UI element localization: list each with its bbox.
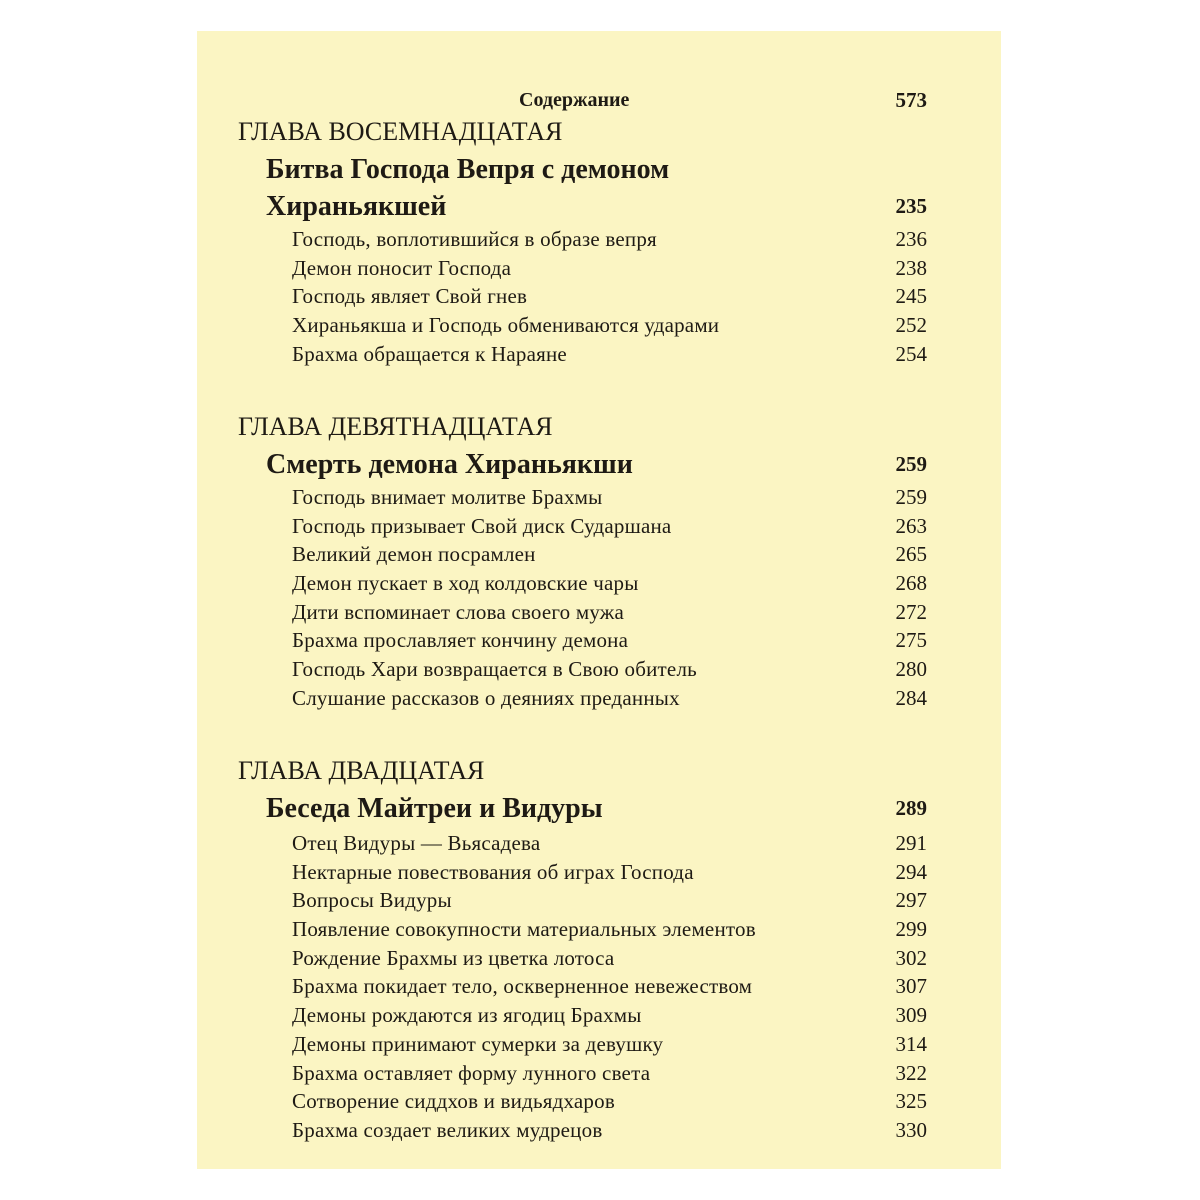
toc-entry-title: Сотворение сиддхов и видьядхаров [292, 1089, 615, 1114]
chapter-title: Битва Господа Вепря с демоном Хираньякшей [266, 154, 670, 222]
toc-entry [292, 1116, 927, 1145]
toc-entry [292, 1030, 927, 1059]
toc-entry-page: 309 [895, 1003, 927, 1028]
toc-entry-title: Демоны рождаются из ягодиц Брахмы [292, 1003, 642, 1028]
chapter-page-number: 235 [895, 194, 927, 218]
toc-entry [292, 944, 927, 973]
toc-entry [292, 311, 927, 340]
chapter-label: ГЛАВА ВОСЕМНАДЦАТАЯ [238, 117, 563, 146]
section-list [292, 829, 927, 1145]
toc-entry-page: 259 [895, 485, 927, 509]
toc-entry-page: 275 [895, 628, 927, 653]
toc-entry-title: Брахма создает великих мудрецов [292, 1117, 603, 1142]
toc-entry [292, 598, 927, 627]
toc-entry [292, 512, 927, 541]
toc-entry [292, 886, 927, 915]
toc-entry-title: Господь внимает молитве Брахмы [292, 485, 603, 509]
toc-entry [292, 829, 927, 858]
toc-entry [292, 540, 927, 569]
running-title: Содержание [519, 89, 630, 111]
toc-entry-title: Брахма обращается к Нараяне [292, 341, 567, 366]
toc-entry [292, 1059, 927, 1088]
toc-entry-title: Появление совокупности материальных элементов [292, 917, 756, 942]
toc-entry-page: 263 [895, 513, 927, 538]
toc-entry-title: Брахма прославляет кончину демона [292, 628, 629, 653]
chapter-label: ГЛАВА ДВАДЦАТАЯ [238, 756, 485, 785]
toc-entry-title: Вопросы Видуры [292, 888, 452, 913]
toc-entry-title: Брахма оставляет форму лунного света [292, 1060, 651, 1085]
section-list [292, 483, 927, 713]
toc-entry [292, 340, 927, 369]
toc-entry-title: Дити вспоминает слова своего мужа [292, 599, 624, 624]
toc-entry-page: 272 [895, 599, 927, 624]
toc-entry [292, 684, 927, 713]
toc-entry-page: 280 [895, 657, 927, 682]
toc-entry [292, 282, 927, 311]
toc-entry-title: Господь, воплотившийся в образе вепря [292, 227, 657, 251]
toc-entry-page: 236 [895, 227, 927, 251]
toc-entry-page: 284 [895, 685, 927, 710]
toc-entry [292, 858, 927, 887]
toc-entry-page: 307 [895, 974, 927, 999]
toc-entry [292, 655, 927, 684]
section-list [292, 225, 927, 368]
toc-entry-title: Демоны принимают сумерки за девушку [292, 1031, 664, 1056]
toc-entry [292, 1087, 927, 1116]
chapter-page-number: 259 [895, 452, 927, 476]
toc-entry-title: Нектарные повествования об играх Господа [292, 859, 694, 884]
chapter-label: ГЛАВА ДЕВЯТНАДЦАТАЯ [238, 412, 553, 441]
toc-entry-title: Хираньякша и Господь обмениваются ударами [292, 313, 720, 338]
toc-entry-title: Рождение Брахмы из цветка лотоса [292, 945, 615, 970]
running-head [197, 87, 1001, 113]
toc-entry-title: Демон поносит Господа [292, 255, 512, 280]
toc-entry-page: 254 [895, 341, 927, 366]
toc-entry-title: Слушание рассказов о деяниях преданных [292, 685, 680, 710]
toc-entry-title: Господь Хари возвращается в Свою обитель [292, 657, 697, 682]
toc-entry [292, 972, 927, 1001]
toc-entry-page: 252 [895, 313, 927, 338]
toc-entry-page: 265 [895, 542, 927, 567]
toc-entry-title: Демон пускает в ход колдовские чары [292, 571, 639, 596]
toc-entry-page: 325 [895, 1089, 927, 1114]
toc-entry [292, 254, 927, 283]
toc-entry-page: 238 [895, 255, 927, 280]
toc-entry-page: 245 [895, 284, 927, 309]
toc-entry [292, 1001, 927, 1030]
toc-entry-page: 302 [895, 945, 927, 970]
chapter-title: Смерть демона Хираньякши [266, 449, 633, 480]
toc-entry-page: 268 [895, 571, 927, 596]
chapter-title: Беседа Майтреи и Видуры [266, 793, 603, 824]
toc-entry-page: 322 [895, 1060, 927, 1085]
toc-entry [292, 569, 927, 598]
toc-entry-page: 297 [895, 888, 927, 913]
toc-entry-title: Господь являет Свой гнев [292, 284, 528, 309]
chapter-page-number: 289 [895, 796, 927, 820]
toc-entry-title: Господь призывает Свой диск Сударшана [292, 513, 672, 538]
book-page [197, 31, 1001, 1169]
toc-entry [292, 626, 927, 655]
toc-entry-title: Брахма покидает тело, оскверненное невежеством [292, 974, 753, 999]
toc-entry [292, 483, 927, 512]
toc-entry [292, 915, 927, 944]
toc-entry-title: Великий демон посрамлен [292, 542, 536, 567]
toc-entry-page: 291 [895, 831, 927, 855]
toc-entry-page: 314 [895, 1031, 927, 1056]
toc-entry-page: 330 [895, 1117, 927, 1142]
page-number: 573 [895, 88, 927, 112]
toc-entry-page: 294 [895, 859, 927, 884]
toc-entry [292, 225, 927, 254]
toc-entry-title: Отец Видуры — Вьясадева [292, 831, 541, 855]
toc-entry-page: 299 [895, 917, 927, 942]
